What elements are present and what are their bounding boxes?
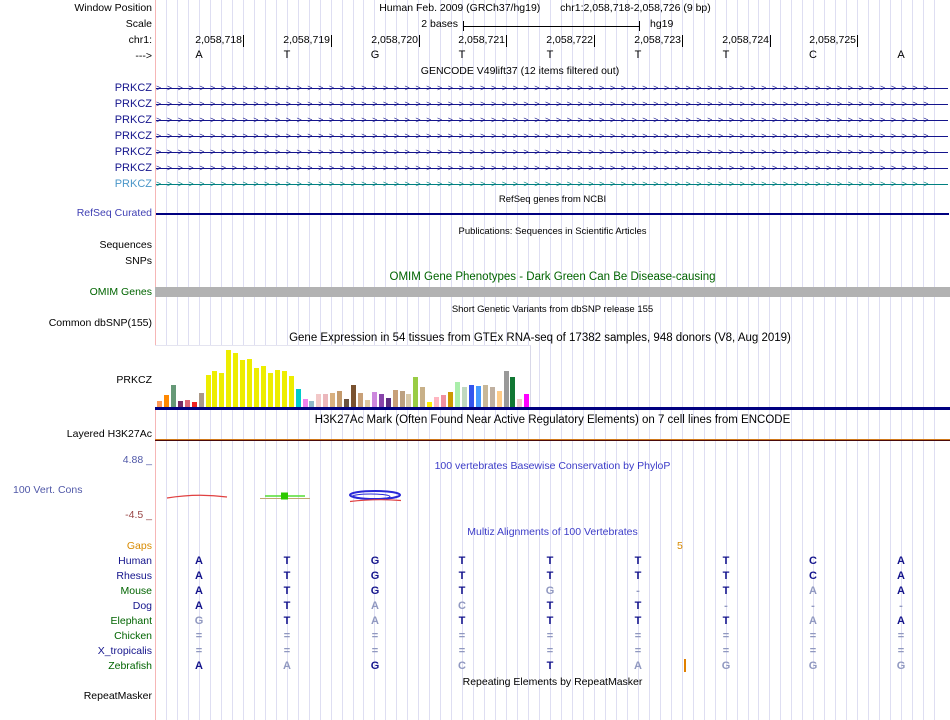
alignment-base-letter: =	[634, 645, 642, 657]
phylop-red-peak-2	[350, 500, 401, 502]
omim-gene-bar[interactable]	[155, 287, 950, 297]
alignment-base-letter: T	[634, 570, 642, 582]
repeatmasker-label[interactable]: RepeatMasker	[83, 690, 152, 702]
alignment-base-letter: =	[722, 630, 730, 642]
sequence-base-letter: A	[195, 49, 203, 61]
species-label[interactable]: Zebrafish	[108, 660, 152, 672]
alignment-base-letter: =	[195, 645, 203, 657]
gencode-gene-label[interactable]: PRKCZ	[114, 178, 152, 190]
alignment-base-letter: -	[636, 585, 640, 597]
alignment-base-letter: T	[546, 615, 554, 627]
alignment-base-letter: A	[195, 600, 203, 612]
sequence-base-letter: T	[458, 49, 466, 61]
gene-direction-arrows: >>>>>>>>>>>>>>>>>>>>>>>>>>>>>>>>>>>>>>>>>>>>>>>>>>>>>>>>>>>>>>>>>>>>>>>>	[156, 99, 935, 109]
alignment-base-letter: A	[897, 570, 905, 582]
gtex-expression-bar[interactable]	[455, 382, 460, 407]
gencode-gene-label[interactable]: PRKCZ	[114, 98, 152, 110]
gencode-gene-row[interactable]	[156, 160, 948, 176]
gtex-expression-bar[interactable]	[504, 371, 509, 407]
gtex-plot-area[interactable]	[155, 345, 531, 408]
gene-direction-arrows: >>>>>>>>>>>>>>>>>>>>>>>>>>>>>>>>>>>>>>>>>>>>>>>>>>>>>>>>>>>>>>>>>>>>>>>>	[156, 147, 935, 157]
alignment-base-letter: A	[809, 615, 817, 627]
alignment-base-letter: -	[811, 600, 815, 612]
species-label[interactable]: Mouse	[120, 585, 152, 597]
coordinate-label: 2,058,721	[458, 34, 505, 46]
scale-bar	[463, 26, 640, 27]
gtex-expression-bar[interactable]	[483, 385, 488, 407]
scale-value: 2 bases	[421, 18, 458, 30]
gtex-expression-bar[interactable]	[268, 373, 273, 407]
alignment-base-letter: T	[546, 660, 554, 672]
coordinate-label: 2,058,722	[546, 34, 593, 46]
gtex-expression-bar[interactable]	[192, 402, 197, 407]
layered-h3k27ac-label[interactable]: Layered H3K27Ac	[66, 428, 152, 440]
gtex-expression-bar[interactable]	[524, 394, 529, 407]
alignment-base-letter: A	[634, 660, 642, 672]
zebrafish-insert-tick	[684, 659, 686, 672]
alignment-base-letter: T	[546, 600, 554, 612]
gaps-row-label[interactable]: Gaps	[126, 540, 152, 552]
gencode-track-title: GENCODE V49lift37 (12 items filtered out)	[420, 65, 620, 77]
phylop-max-label: 4.88 _	[122, 454, 152, 466]
position-title: chr1:2,058,718-2,058,726 (9 bp)	[560, 2, 711, 14]
alignment-base-letter: T	[458, 585, 466, 597]
alignment-base-letter: T	[546, 555, 554, 567]
gtex-expression-bar[interactable]	[337, 391, 342, 407]
alignment-base-letter: G	[370, 570, 380, 582]
alignment-base-letter: C	[809, 570, 817, 582]
alignment-base-letter: A	[283, 660, 291, 672]
alignment-base-letter: =	[634, 630, 642, 642]
gtex-expression-bar[interactable]	[247, 359, 252, 407]
sequence-base-letter: T	[722, 49, 730, 61]
multiz-track-title: Multiz Alignments of 100 Vertebrates	[467, 526, 638, 538]
alignment-base-letter: T	[634, 600, 642, 612]
gtex-expression-bar[interactable]	[372, 392, 377, 407]
alignment-base-letter: G	[370, 585, 380, 597]
gene-direction-arrows: >>>>>>>>>>>>>>>>>>>>>>>>>>>>>>>>>>>>>>>>>>>>>>>>>>>>>>>>>>>>>>>>>>>>>>>>	[156, 163, 935, 173]
coordinate-label: 2,058,719	[283, 34, 330, 46]
alignment-base-letter: T	[722, 585, 730, 597]
gtex-expression-bar[interactable]	[358, 393, 363, 407]
scale-label: Scale	[125, 18, 152, 30]
gene-direction-arrows: >>>>>>>>>>>>>>>>>>>>>>>>>>>>>>>>>>>>>>>>>>>>>>>>>>>>>>>>>>>>>>>>>>>>>>>>	[156, 83, 935, 93]
chrom-label: chr1:	[128, 34, 152, 46]
gencode-gene-row[interactable]	[156, 128, 948, 144]
alignment-base-letter: A	[897, 555, 905, 567]
sequence-base-letter: G	[370, 49, 380, 61]
phylop-min-label: -4.5 _	[125, 509, 152, 521]
alignment-base-letter: G	[545, 585, 555, 597]
gtex-expression-bar[interactable]	[309, 401, 314, 407]
alignment-base-letter: G	[896, 660, 906, 672]
alignment-base-letter: T	[722, 615, 730, 627]
coordinate-label: 2,058,725	[809, 34, 856, 46]
gencode-gene-row[interactable]	[156, 96, 948, 112]
gtex-expression-bar[interactable]	[441, 395, 446, 407]
gtex-expression-bar[interactable]	[476, 386, 481, 407]
gtex-expression-bar[interactable]	[400, 391, 405, 407]
alignment-base-letter: A	[195, 585, 203, 597]
gtex-expression-bar[interactable]	[517, 399, 522, 407]
gtex-expression-bar[interactable]	[185, 400, 190, 407]
alignment-base-letter: -	[724, 600, 728, 612]
gtex-expression-bar[interactable]	[448, 392, 453, 407]
coordinate-tick	[506, 35, 507, 47]
phylop-red-peak-1	[167, 495, 227, 498]
alignment-base-letter: A	[371, 615, 379, 627]
sequence-base-letter: C	[809, 49, 817, 61]
gap-count-value: 5	[677, 540, 683, 552]
gtex-expression-bar[interactable]	[219, 373, 224, 407]
alignment-base-letter: T	[283, 600, 291, 612]
gtex-expression-bar[interactable]	[157, 401, 162, 407]
alignment-base-letter: G	[370, 660, 380, 672]
gtex-expression-bar[interactable]	[178, 401, 183, 407]
gene-direction-arrows: >>>>>>>>>>>>>>>>>>>>>>>>>>>>>>>>>>>>>>>>>>>>>>>>>>>>>>>>>>>>>>>>>>>>>>>>	[156, 179, 935, 189]
gtex-expression-bar[interactable]	[420, 387, 425, 407]
gtex-expression-bar[interactable]	[212, 371, 217, 407]
h3k27ac-signal-line-bottom	[155, 440, 950, 441]
alignment-base-letter: T	[722, 555, 730, 567]
gtex-expression-bar[interactable]	[393, 390, 398, 407]
gtex-expression-bar[interactable]	[490, 387, 495, 407]
alignment-base-letter: =	[371, 645, 379, 657]
gene-direction-arrows: >>>>>>>>>>>>>>>>>>>>>>>>>>>>>>>>>>>>>>>>>>>>>>>>>>>>>>>>>>>>>>>>>>>>>>>>	[156, 131, 935, 141]
gtex-expression-bar[interactable]	[386, 398, 391, 407]
gtex-expression-bar[interactable]	[226, 350, 231, 407]
coordinate-tick	[770, 35, 771, 47]
gtex-expression-bar[interactable]	[434, 397, 439, 407]
gtex-expression-bar[interactable]	[206, 375, 211, 407]
window-position-label: Window Position	[74, 2, 152, 14]
alignment-base-letter: T	[458, 555, 466, 567]
gtex-expression-bar[interactable]	[282, 371, 287, 407]
alignment-base-letter: A	[195, 555, 203, 567]
gencode-gene-label[interactable]: PRKCZ	[114, 146, 152, 158]
coordinate-tick	[857, 35, 858, 47]
h3k27ac-track-title: H3K27Ac Mark (Often Found Near Active Regulatory Elements) on 7 cell lines from ENCODE	[314, 414, 791, 426]
gencode-gene-label[interactable]: PRKCZ	[114, 114, 152, 126]
alignment-base-letter: T	[283, 585, 291, 597]
sequence-base-letter: T	[546, 49, 554, 61]
window-position-title	[155, 2, 935, 15]
gene-direction-arrows: >>>>>>>>>>>>>>>>>>>>>>>>>>>>>>>>>>>>>>>>>>>>>>>>>>>>>>>>>>>>>>>>>>>>>>>>	[156, 115, 935, 125]
gencode-gene-label[interactable]: PRKCZ	[114, 130, 152, 142]
sequences-label[interactable]: Sequences	[99, 239, 152, 251]
repeatmasker-track-title: Repeating Elements by RepeatMasker	[462, 676, 643, 688]
refseq-curated-label[interactable]: RefSeq Curated	[76, 207, 152, 219]
alignment-base-letter: =	[809, 645, 817, 657]
alignment-base-letter: C	[458, 600, 466, 612]
gencode-gene-row[interactable]	[156, 80, 948, 96]
alignment-base-letter: =	[897, 645, 905, 657]
gtex-expression-bar[interactable]	[469, 385, 474, 407]
coordinate-tick	[682, 35, 683, 47]
alignment-base-letter: =	[897, 630, 905, 642]
gtex-expression-bar[interactable]	[303, 399, 308, 407]
refseq-gene-line[interactable]	[156, 213, 949, 215]
alignment-base-letter: T	[634, 555, 642, 567]
alignment-base-letter: =	[195, 630, 203, 642]
alignment-base-letter: A	[195, 570, 203, 582]
scale-bar-right-tick	[639, 21, 640, 31]
gencode-gene-row[interactable]	[156, 112, 948, 128]
species-label[interactable]: Elephant	[110, 615, 152, 627]
strand-direction-label: --->	[135, 50, 152, 62]
snps-label[interactable]: SNPs	[125, 255, 152, 267]
gtex-expression-bar[interactable]	[497, 391, 502, 407]
alignment-base-letter: T	[722, 570, 730, 582]
gtex-expression-bar[interactable]	[275, 370, 280, 407]
gtex-expression-bar[interactable]	[462, 387, 467, 407]
alignment-base-letter: G	[194, 615, 204, 627]
sequence-base-letter: T	[283, 49, 291, 61]
gtex-expression-bar[interactable]	[296, 389, 301, 407]
phylop-wiggle[interactable]	[155, 486, 415, 512]
gtex-expression-bar[interactable]	[254, 368, 259, 407]
gtex-track-title: Gene Expression in 54 tissues from GTEx RNA-seq of 17382 samples, 948 donors (V8, Aug 2019)	[289, 332, 791, 344]
gtex-expression-bar[interactable]	[323, 394, 328, 407]
gencode-gene-row[interactable]	[156, 144, 948, 160]
alignment-base-letter: =	[458, 645, 466, 657]
gtex-expression-bar[interactable]	[164, 395, 169, 407]
alignment-base-letter: T	[283, 615, 291, 627]
alignment-base-letter: G	[370, 555, 380, 567]
gtex-expression-bar[interactable]	[379, 394, 384, 407]
alignment-base-letter: =	[371, 630, 379, 642]
sequence-base-letter: A	[897, 49, 905, 61]
omim-genes-label[interactable]: OMIM Genes	[89, 286, 152, 298]
alignment-base-letter: C	[809, 555, 817, 567]
gtex-expression-bar[interactable]	[427, 402, 432, 407]
alignment-base-letter: -	[899, 600, 903, 612]
alignment-base-letter: T	[546, 570, 554, 582]
alignment-base-letter: A	[195, 660, 203, 672]
alignment-base-letter: =	[283, 630, 291, 642]
alignment-base-letter: =	[546, 630, 554, 642]
alignment-base-letter: A	[371, 600, 379, 612]
alignment-base-letter: G	[721, 660, 731, 672]
gtex-expression-bar[interactable]	[406, 394, 411, 407]
alignment-base-letter: T	[458, 615, 466, 627]
coordinate-label: 2,058,724	[722, 34, 769, 46]
assembly-short-label: hg19	[650, 18, 674, 30]
gtex-expression-bar[interactable]	[261, 366, 266, 407]
coordinate-tick	[243, 35, 244, 47]
gtex-expression-bar[interactable]	[413, 377, 418, 407]
gtex-expression-bar[interactable]	[199, 393, 204, 407]
species-label[interactable]: Dog	[132, 600, 152, 612]
alignment-base-letter: A	[897, 615, 905, 627]
gtex-expression-bar[interactable]	[344, 399, 349, 407]
gtex-expression-bar[interactable]	[510, 377, 515, 407]
gencode-gene-label[interactable]: PRKCZ	[114, 82, 152, 94]
sequence-base-letter: T	[634, 49, 642, 61]
dbsnp-track-title: Short Genetic Variants from dbSNP release 155	[451, 304, 654, 315]
coordinate-tick	[594, 35, 595, 47]
publications-track-title: Publications: Sequences in Scientific Articles	[458, 226, 647, 237]
species-label[interactable]: Rhesus	[116, 570, 152, 582]
gencode-gene-label[interactable]: PRKCZ	[114, 162, 152, 174]
gtex-gene-label[interactable]: PRKCZ	[116, 374, 152, 386]
phylop-green-box	[281, 493, 288, 500]
coordinate-tick	[331, 35, 332, 47]
species-label[interactable]: X_tropicalis	[97, 645, 152, 657]
alignment-base-letter: =	[283, 645, 291, 657]
gtex-expression-bar[interactable]	[171, 385, 176, 407]
refseq-track-title: RefSeq genes from NCBI	[498, 194, 607, 205]
gtex-expression-bar[interactable]	[330, 393, 335, 407]
gtex-expression-bar[interactable]	[365, 400, 370, 407]
gtex-baseline	[155, 407, 950, 410]
alignment-base-letter: =	[546, 645, 554, 657]
gtex-expression-bar[interactable]	[289, 376, 294, 407]
omim-track-title: OMIM Gene Phenotypes - Dark Green Can Be Disease-causing	[389, 271, 716, 283]
alignment-base-letter: T	[458, 570, 466, 582]
gtex-expression-bar[interactable]	[233, 353, 238, 407]
gencode-gene-row[interactable]	[156, 176, 948, 192]
species-label[interactable]: Human	[118, 555, 152, 567]
alignment-base-letter: T	[283, 570, 291, 582]
alignment-base-letter: G	[808, 660, 818, 672]
alignment-base-letter: T	[634, 615, 642, 627]
alignment-base-letter: C	[458, 660, 466, 672]
gtex-expression-bar[interactable]	[240, 360, 245, 407]
alignment-base-letter: =	[458, 630, 466, 642]
phylop-track-title: 100 vertebrates Basewise Conservation by PhyloP	[434, 460, 671, 472]
coordinate-label: 2,058,718	[195, 34, 242, 46]
scale-bar-left-tick	[463, 21, 464, 31]
coordinate-label: 2,058,720	[371, 34, 418, 46]
gtex-expression-bar[interactable]	[316, 394, 321, 407]
alignment-base-letter: A	[897, 585, 905, 597]
alignment-base-letter: =	[809, 630, 817, 642]
alignment-base-letter: T	[283, 555, 291, 567]
alignment-base-letter: A	[809, 585, 817, 597]
gtex-expression-bar[interactable]	[351, 385, 356, 407]
coordinate-label: 2,058,723	[634, 34, 681, 46]
alignment-base-letter: =	[722, 645, 730, 657]
common-dbsnp-label[interactable]: Common dbSNP(155)	[48, 317, 152, 329]
phylop-track-label[interactable]: 100 Vert. Cons	[13, 484, 83, 496]
species-label[interactable]: Chicken	[114, 630, 152, 642]
coordinate-tick	[419, 35, 420, 47]
assembly-title: Human Feb. 2009 (GRCh37/hg19)	[379, 2, 541, 14]
